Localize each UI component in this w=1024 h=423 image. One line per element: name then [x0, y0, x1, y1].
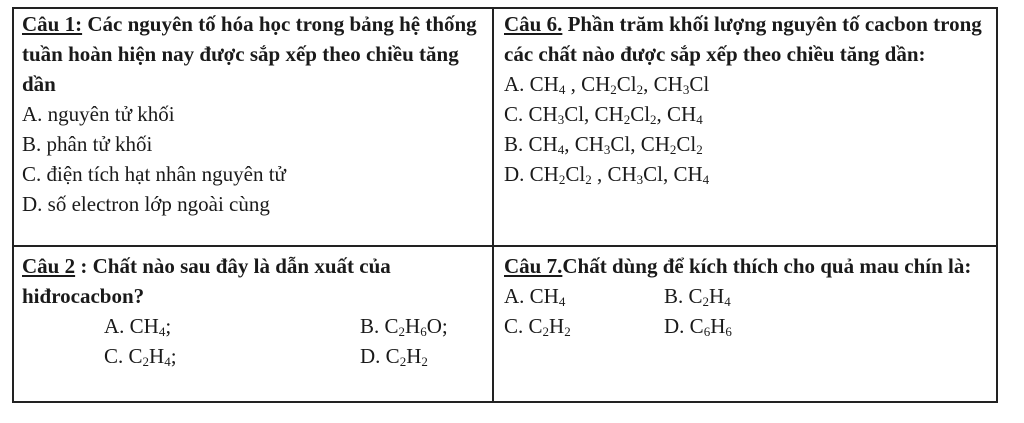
question-6-text: Phần trăm khối lượng nguyên tố cacbon trong các chất nào được sắp xếp theo chiều tăng dần:	[504, 12, 982, 66]
question-table	[12, 7, 998, 403]
question-2-cell	[22, 251, 486, 371]
question-2-stem	[22, 251, 486, 311]
question-1-option-d: D. số electron lớp ngoài cùng	[22, 192, 270, 216]
question-2-option-d: D. $C_2H_2$	[360, 344, 428, 369]
question-2-option-b: B. $C_2H_6O$;	[360, 314, 448, 339]
question-2-label: Câu 2	[22, 254, 76, 278]
question-1-text: Các nguyên tố hóa học trong bảng hệ thống tuần hoàn hiện nay được sắp xếp theo chiều tăng dần	[22, 12, 477, 96]
question-1-stem	[22, 9, 486, 99]
question-2-options-row-2	[22, 341, 486, 371]
question-1-option-a: A. nguyên tử khối	[22, 102, 175, 126]
question-6-option-b: B. $CH_4$, $CH_3Cl$, $CH_2Cl_2$	[504, 132, 703, 157]
question-6-label: Câu 6.	[504, 12, 563, 36]
question-1-label: Câu 1:	[22, 12, 83, 36]
column-divider	[492, 9, 494, 401]
question-7-option-a: A. $CH_4$	[504, 284, 566, 309]
question-1-option-c: C. điện tích hạt nhân nguyên tử	[22, 162, 286, 186]
question-7-options-row-2	[504, 311, 994, 341]
question-7-options-row-1	[504, 281, 994, 311]
question-1-option-b: B. phân tử khối	[22, 132, 153, 156]
question-7-text: Chất dùng để kích thích cho quả mau chín là:	[562, 254, 972, 278]
question-7-option-c: C. $C_2H_2$	[504, 314, 571, 339]
question-2-option-c: C. $C_2H_4$;	[104, 344, 177, 369]
question-6-cell	[504, 9, 984, 189]
question-7-cell	[504, 251, 994, 341]
question-2-text: : Chất nào sau đây là dẫn xuất của hiđrocacbon?	[22, 254, 391, 308]
question-7-stem	[504, 251, 994, 281]
question-7-option-d: D. $C_6H_6$	[664, 314, 732, 339]
question-6-stem	[504, 9, 984, 69]
question-6-option-a: A. $CH_4$ , $CH_2Cl_2$, $CH_3Cl$	[504, 72, 710, 97]
question-7-label: Câu 7.	[504, 254, 563, 278]
question-6-option-c: C. $CH_3Cl$, $CH_2Cl_2$, $CH_4$	[504, 102, 703, 127]
question-1-cell	[22, 9, 486, 219]
row-divider	[14, 245, 996, 247]
question-2-option-a: A. $CH_4$;	[104, 314, 172, 339]
question-6-option-d: D. $CH_2Cl_2$ , $CH_3Cl$, $CH_4$	[504, 162, 710, 187]
question-7-option-b: B. $C_2H_4$	[664, 284, 731, 309]
question-2-options-row-1	[22, 311, 486, 341]
